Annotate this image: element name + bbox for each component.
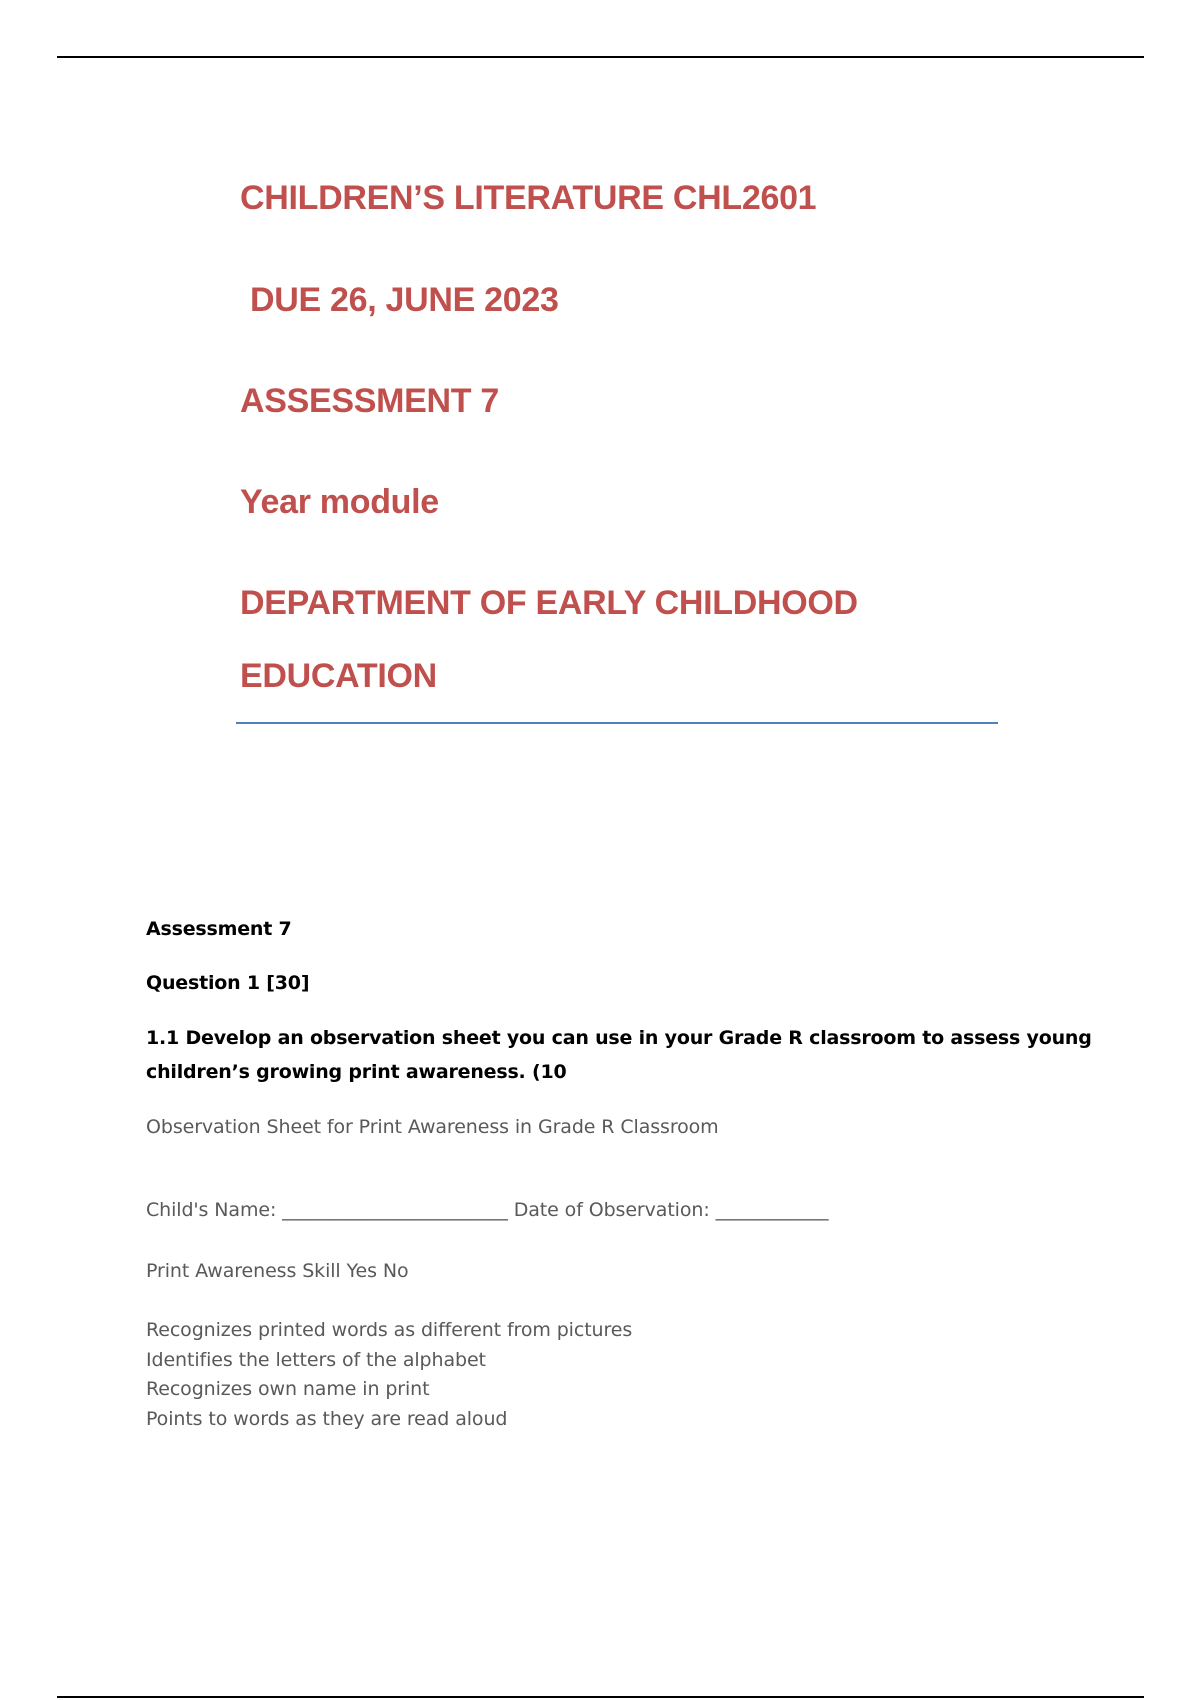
cover-divider [236,722,998,724]
cover-assessment: ASSESSMENT 7 [240,382,500,420]
page-top-rule [57,56,1144,58]
cover-title: CHILDREN’S LITERATURE CHL2601 [240,179,817,217]
skill-item: Identifies the letters of the alphabet [146,1349,486,1371]
question-1-1-line2: children’s growing print awareness. (10 [146,1061,567,1083]
skill-table-header: Print Awareness Skill Yes No [146,1260,409,1282]
cover-department-line2: EDUCATION [240,657,437,695]
observation-sheet-title: Observation Sheet for Print Awareness in Grade R Classroom [146,1116,719,1138]
cover-module: Year module [240,483,439,521]
assessment-heading: Assessment 7 [146,918,292,940]
skill-item: Recognizes printed words as different from pictures [146,1319,633,1341]
name-date-line: Child's Name: ________________________ Date of Observation: ____________ [146,1199,829,1221]
question-1-1-line1: 1.1 Develop an observation sheet you can use in your Grade R classroom to assess young [146,1027,1092,1049]
question-heading: Question 1 [30] [146,972,310,994]
cover-department-line1: DEPARTMENT OF EARLY CHILDHOOD [240,584,858,622]
page-bottom-rule [57,1696,1144,1698]
skill-item: Points to words as they are read aloud [146,1408,508,1430]
cover-due-date: DUE 26, JUNE 2023 [250,281,559,319]
skill-item: Recognizes own name in print [146,1378,430,1400]
